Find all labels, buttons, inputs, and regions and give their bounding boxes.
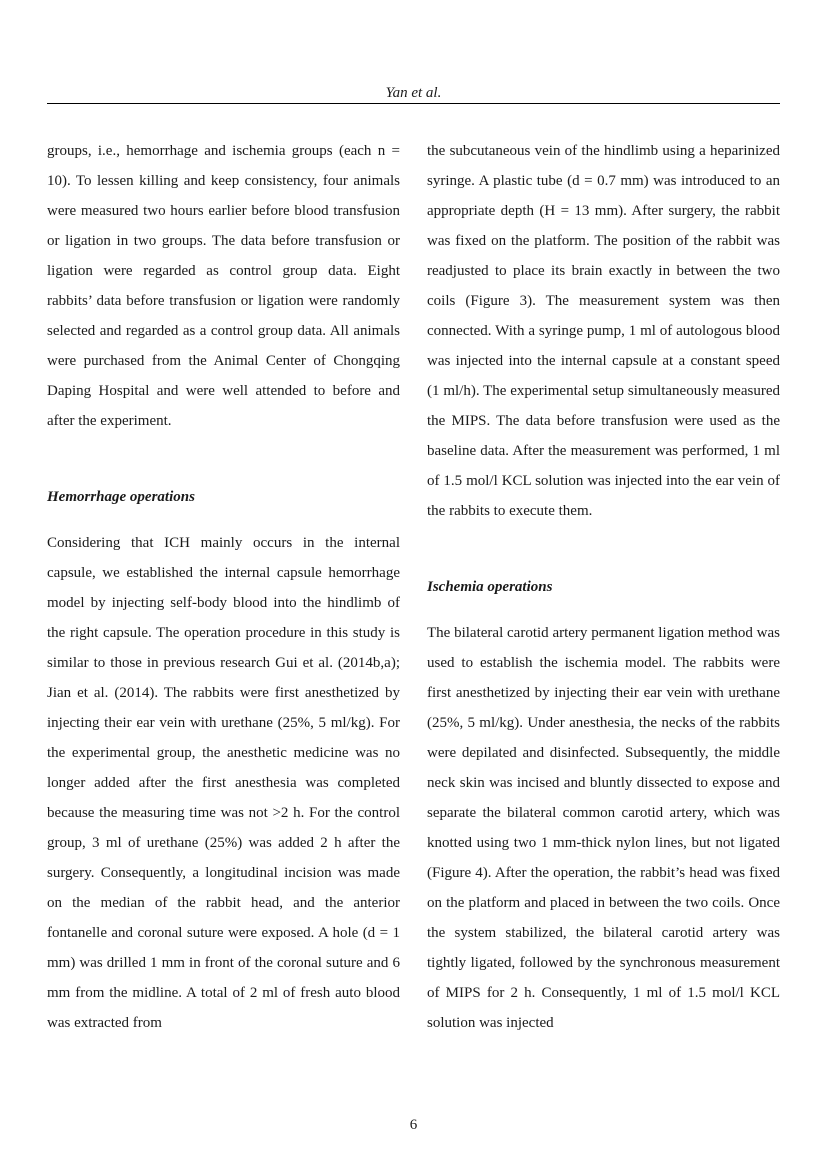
heading-gap [47,512,400,528]
section-heading-ischemia: Ischemia operations [427,579,553,595]
header-rule [47,103,780,104]
right-column [427,136,780,1038]
page-number: 6 [409,1117,418,1133]
left-paragraph-2: Considering that ICH mainly occurs in the internal capsule, we established the internal capsule hemorrhage model by injecting self-body blood into the hindlimb of the right capsule. The operation procedure in this study is similar to those in previous research Gui et al. (2014b,a); Jian et al. (2014). The rabbits were first anesthetized by injecting their ear vein with urethane (25%, 5 ml/kg). For the experimental group, the anesthetic medicine was no longer added after the first anesthesia was completed because the measuring time was not >2 h. For the control group, 3 ml of urethane (25%) was added 2 h after the surgery. Consequently, a longitudinal incision was made on the median of the rabbit head, and the anterior fontanelle and coronal suture were exposed. A hole (d = 1 mm) was drilled 1 mm in front of the coronal suture and 6 mm from the midline. A total of 2 ml of fresh auto blood was extracted from [47,535,400,1031]
running-header: Yan et al. [385,85,442,101]
right-paragraph-1: the subcutaneous vein of the hindlimb using a heparinized syringe. A plastic tube (d = 0.7 mm) was introduced to an appropriate depth (H = 13 mm). After surgery, the rabbit was fixed on the platform. The position of the rabbit was readjusted to place its brain exactly in between the two coils (Figure 3). The measurement system was then connected. With a syringe pump, 1 ml of autologous blood was injected into the internal capsule at a constant speed (1 ml/h). The experimental setup simultaneously measured the MIPS. The data before transfusion were used as the baseline data. After the measurement was performed, 1 ml of 1.5 mol/l KCL solution was injected into the ear vein of the rabbits to execute them. [427,143,780,519]
left-column [47,136,400,1038]
right-paragraph-2: The bilateral carotid artery permanent ligation method was used to establish the ischemia model. The rabbits were first anesthetized by injecting their ear vein with urethane (25%, 5 ml/kg). Under anesthesia, the necks of the rabbits were depilated and disinfected. Subsequently, the middle neck skin was incised and bluntly dissected to expose and separate the bilateral common carotid artery, which was knotted using two 1 mm-thick nylon lines, but not ligated (Figure 4). After the operation, the rabbit’s head was fixed on the platform and placed in between the two coils. Once the system stabilized, the bilateral carotid artery was tightly ligated, followed by the synchronous measurement of MIPS for 2 h. Consequently, 1 ml of 1.5 mol/l KCL solution was injected [427,625,780,1031]
paragraph-gap [427,526,780,572]
paragraph-gap [47,436,400,482]
left-paragraph-1: groups, i.e., hemorrhage and ischemia groups (each n = 10). To lessen killing and keep consistency, four animals were measured two hours earlier before blood transfusion or ligation in two groups. The data before transfusion or ligation were regarded as control group data. Eight rabbits’ data before transfusion or ligation were randomly selected and regarded as a control group data. All animals were purchased from the Animal Center of Chongqing Daping Hospital and were well attended to before and after the experiment. [47,143,400,429]
section-heading-hemorrhage: Hemorrhage operations [47,489,195,505]
heading-gap [427,602,780,618]
